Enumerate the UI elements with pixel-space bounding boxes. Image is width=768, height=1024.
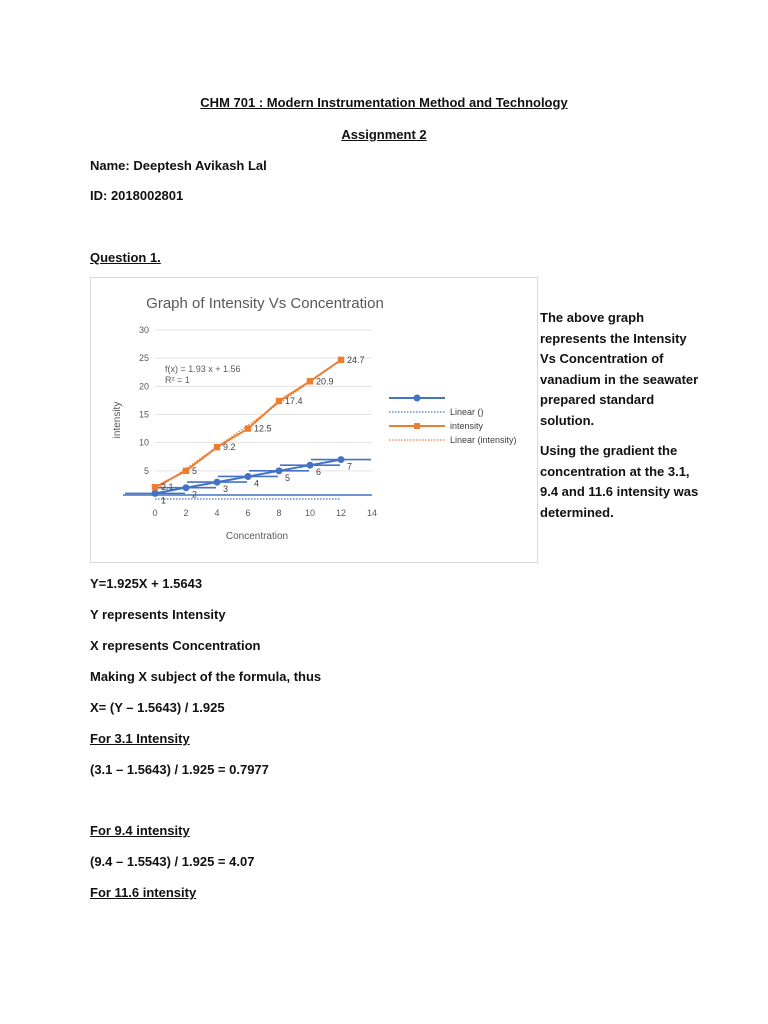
legend-label: intensity xyxy=(450,421,484,431)
side-note-description: The above graph represents the Intensity Vs Concentration of vanadium in the seawater prepared standard solution. xyxy=(540,310,699,428)
side-note-method: Using the gradient the concentration at the 3.1, 9.4 and 11.6 intensity was determined. xyxy=(540,443,699,520)
chart-title: Graph of Intensity Vs Concentration xyxy=(146,295,384,312)
legend-label: Linear () xyxy=(450,407,484,417)
data-label: 1 xyxy=(161,495,167,506)
x-tick-label: 2 xyxy=(183,508,189,518)
data-label: 24.7 xyxy=(347,354,365,365)
x-tick-label: 8 xyxy=(276,508,282,518)
data-label: 17.4 xyxy=(285,395,303,406)
y-axis-title: intensity xyxy=(112,401,123,439)
data-point xyxy=(338,357,344,363)
data-label: 4 xyxy=(254,478,260,489)
data-label: 5 xyxy=(192,465,198,476)
y-tick-label: 20 xyxy=(138,381,149,392)
x-tick-label: 12 xyxy=(335,508,347,518)
data-label: 12.5 xyxy=(254,423,272,434)
data-label: 5 xyxy=(285,472,291,483)
regression-r2: R² = 1 xyxy=(165,375,190,385)
student-name: Name: Deeptesh Avikash Lal xyxy=(90,158,267,173)
data-label: 7 xyxy=(347,461,353,472)
data-point xyxy=(152,484,158,490)
subject-line: Making X subject of the formula, thus xyxy=(90,669,322,684)
calculation-9-4: (9.4 – 1.5543) / 1.925 = 4.07 xyxy=(90,854,255,869)
chart-legend xyxy=(389,395,517,446)
x-axis-title: Concentration xyxy=(225,531,289,542)
assignment-title: Assignment 2 xyxy=(341,127,427,142)
regression-equation: f(x) = 1.93 x + 1.56 xyxy=(165,364,241,374)
legend-marker xyxy=(414,423,420,429)
heading-intensity-3-1: For 3.1 Intensity xyxy=(90,731,190,746)
intensity-concentration-chart xyxy=(91,278,539,564)
x-tick-label: 0 xyxy=(152,508,158,518)
x-tick-label: 6 xyxy=(245,508,251,518)
y-definition: Y represents Intensity xyxy=(90,607,226,622)
x-definition: X represents Concentration xyxy=(90,638,261,653)
data-label: 3 xyxy=(223,484,229,495)
data-label: 20.9 xyxy=(316,376,334,387)
heading-intensity-11-6: For 11.6 intensity xyxy=(90,885,197,900)
data-label: 6 xyxy=(316,467,322,478)
side-notes xyxy=(540,308,700,533)
data-label: 2 xyxy=(192,489,198,500)
rearranged-formula: X= (Y – 1.5643) / 1.925 xyxy=(90,700,225,715)
y-tick-label: 5 xyxy=(143,465,149,476)
data-point xyxy=(245,425,251,431)
y-tick-label: 15 xyxy=(138,409,149,420)
question-heading: Question 1. xyxy=(90,250,161,265)
heading-intensity-9-4: For 9.4 intensity xyxy=(90,823,190,838)
legend-label: Linear (intensity) xyxy=(450,435,517,445)
x-tick-label: 14 xyxy=(366,508,378,518)
y-tick-label: 25 xyxy=(138,353,149,364)
data-label: 9.2 xyxy=(223,442,236,453)
y-tick-label: 30 xyxy=(138,325,149,335)
student-id: ID: 2018002801 xyxy=(90,188,184,203)
chart-frame xyxy=(90,277,538,563)
x-tick-label: 4 xyxy=(214,508,220,518)
course-title: CHM 701 : Modern Instrumentation Method and Technology xyxy=(200,95,568,110)
y-tick-label: 10 xyxy=(138,437,149,448)
data-point xyxy=(183,468,189,474)
x-tick-label: 10 xyxy=(304,508,316,518)
data-label: 2.1 xyxy=(161,482,174,493)
regression-equation-text: Y=1.925X + 1.5643 xyxy=(90,576,203,591)
legend-marker xyxy=(414,395,421,402)
calculation-3-1: (3.1 – 1.5643) / 1.925 = 0.7977 xyxy=(90,762,269,777)
